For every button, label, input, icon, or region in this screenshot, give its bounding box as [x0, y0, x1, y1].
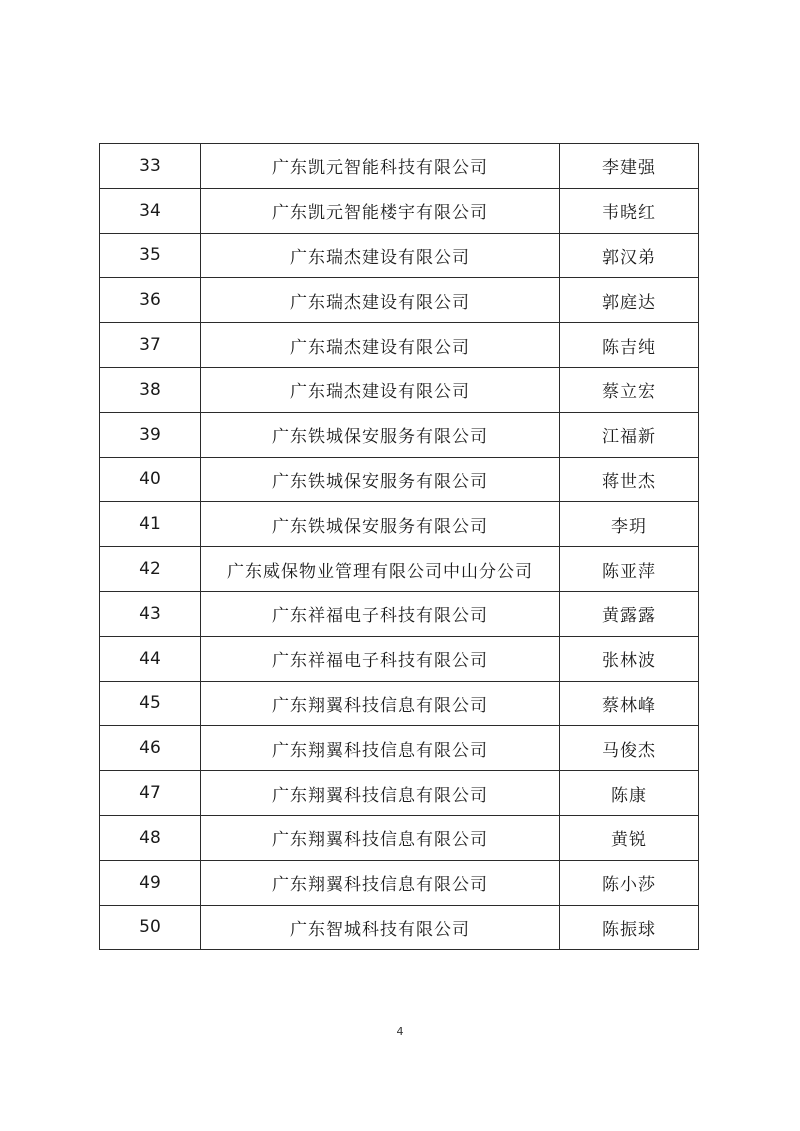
page-number: 4	[396, 1025, 404, 1038]
row-number-cell: 33	[100, 144, 201, 189]
person-name-cell: 马俊杰	[560, 726, 699, 771]
roster-table	[99, 143, 699, 950]
person-name-cell: 韦晓红	[560, 188, 699, 233]
person-name-cell: 蔡林峰	[560, 681, 699, 726]
row-number-cell: 40	[100, 457, 201, 502]
person-name-cell: 陈小莎	[560, 860, 699, 905]
table-row	[100, 188, 699, 233]
organization-cell: 广东智城科技有限公司	[201, 905, 560, 950]
organization-cell: 广东瑞杰建设有限公司	[201, 233, 560, 278]
table-row	[100, 905, 699, 950]
table-row	[100, 591, 699, 636]
organization-cell: 广东铁城保安服务有限公司	[201, 412, 560, 457]
row-number-cell: 48	[100, 815, 201, 860]
person-name-cell: 蔡立宏	[560, 367, 699, 412]
row-number-cell: 36	[100, 278, 201, 323]
row-number-cell: 43	[100, 591, 201, 636]
person-name-cell: 陈吉纯	[560, 323, 699, 368]
organization-cell: 广东翔翼科技信息有限公司	[201, 681, 560, 726]
row-number-cell: 44	[100, 636, 201, 681]
row-number-cell: 42	[100, 547, 201, 592]
row-number-cell: 47	[100, 771, 201, 816]
organization-cell: 广东凯元智能楼宇有限公司	[201, 188, 560, 233]
organization-cell: 广东铁城保安服务有限公司	[201, 502, 560, 547]
table-row	[100, 860, 699, 905]
table-row	[100, 815, 699, 860]
row-number-cell: 50	[100, 905, 201, 950]
person-name-cell: 李建强	[560, 144, 699, 189]
table-row	[100, 771, 699, 816]
row-number-cell: 34	[100, 188, 201, 233]
organization-cell: 广东祥福电子科技有限公司	[201, 636, 560, 681]
table-row	[100, 547, 699, 592]
organization-cell: 广东凯元智能科技有限公司	[201, 144, 560, 189]
table-row	[100, 457, 699, 502]
row-number-cell: 35	[100, 233, 201, 278]
organization-cell: 广东瑞杰建设有限公司	[201, 278, 560, 323]
organization-cell: 广东祥福电子科技有限公司	[201, 591, 560, 636]
organization-cell: 广东翔翼科技信息有限公司	[201, 726, 560, 771]
row-number-cell: 46	[100, 726, 201, 771]
roster-table-body	[100, 144, 699, 950]
organization-cell: 广东翔翼科技信息有限公司	[201, 771, 560, 816]
person-name-cell: 李玥	[560, 502, 699, 547]
table-row	[100, 502, 699, 547]
organization-cell: 广东翔翼科技信息有限公司	[201, 815, 560, 860]
person-name-cell: 郭汉弟	[560, 233, 699, 278]
row-number-cell: 38	[100, 367, 201, 412]
person-name-cell: 黄锐	[560, 815, 699, 860]
table-row	[100, 681, 699, 726]
row-number-cell: 41	[100, 502, 201, 547]
person-name-cell: 张林波	[560, 636, 699, 681]
row-number-cell: 45	[100, 681, 201, 726]
table-row	[100, 323, 699, 368]
table-row	[100, 144, 699, 189]
table-row	[100, 278, 699, 323]
table-row	[100, 233, 699, 278]
row-number-cell: 49	[100, 860, 201, 905]
table-row	[100, 636, 699, 681]
person-name-cell: 陈振球	[560, 905, 699, 950]
person-name-cell: 蒋世杰	[560, 457, 699, 502]
organization-cell: 广东翔翼科技信息有限公司	[201, 860, 560, 905]
person-name-cell: 黄露露	[560, 591, 699, 636]
person-name-cell: 陈亚萍	[560, 547, 699, 592]
organization-cell: 广东瑞杰建设有限公司	[201, 323, 560, 368]
person-name-cell: 江福新	[560, 412, 699, 457]
person-name-cell: 陈康	[560, 771, 699, 816]
table-row	[100, 726, 699, 771]
organization-cell: 广东瑞杰建设有限公司	[201, 367, 560, 412]
person-name-cell: 郭庭达	[560, 278, 699, 323]
table-row	[100, 367, 699, 412]
organization-cell: 广东威保物业管理有限公司中山分公司	[201, 547, 560, 592]
row-number-cell: 39	[100, 412, 201, 457]
table-row	[100, 412, 699, 457]
row-number-cell: 37	[100, 323, 201, 368]
organization-cell: 广东铁城保安服务有限公司	[201, 457, 560, 502]
